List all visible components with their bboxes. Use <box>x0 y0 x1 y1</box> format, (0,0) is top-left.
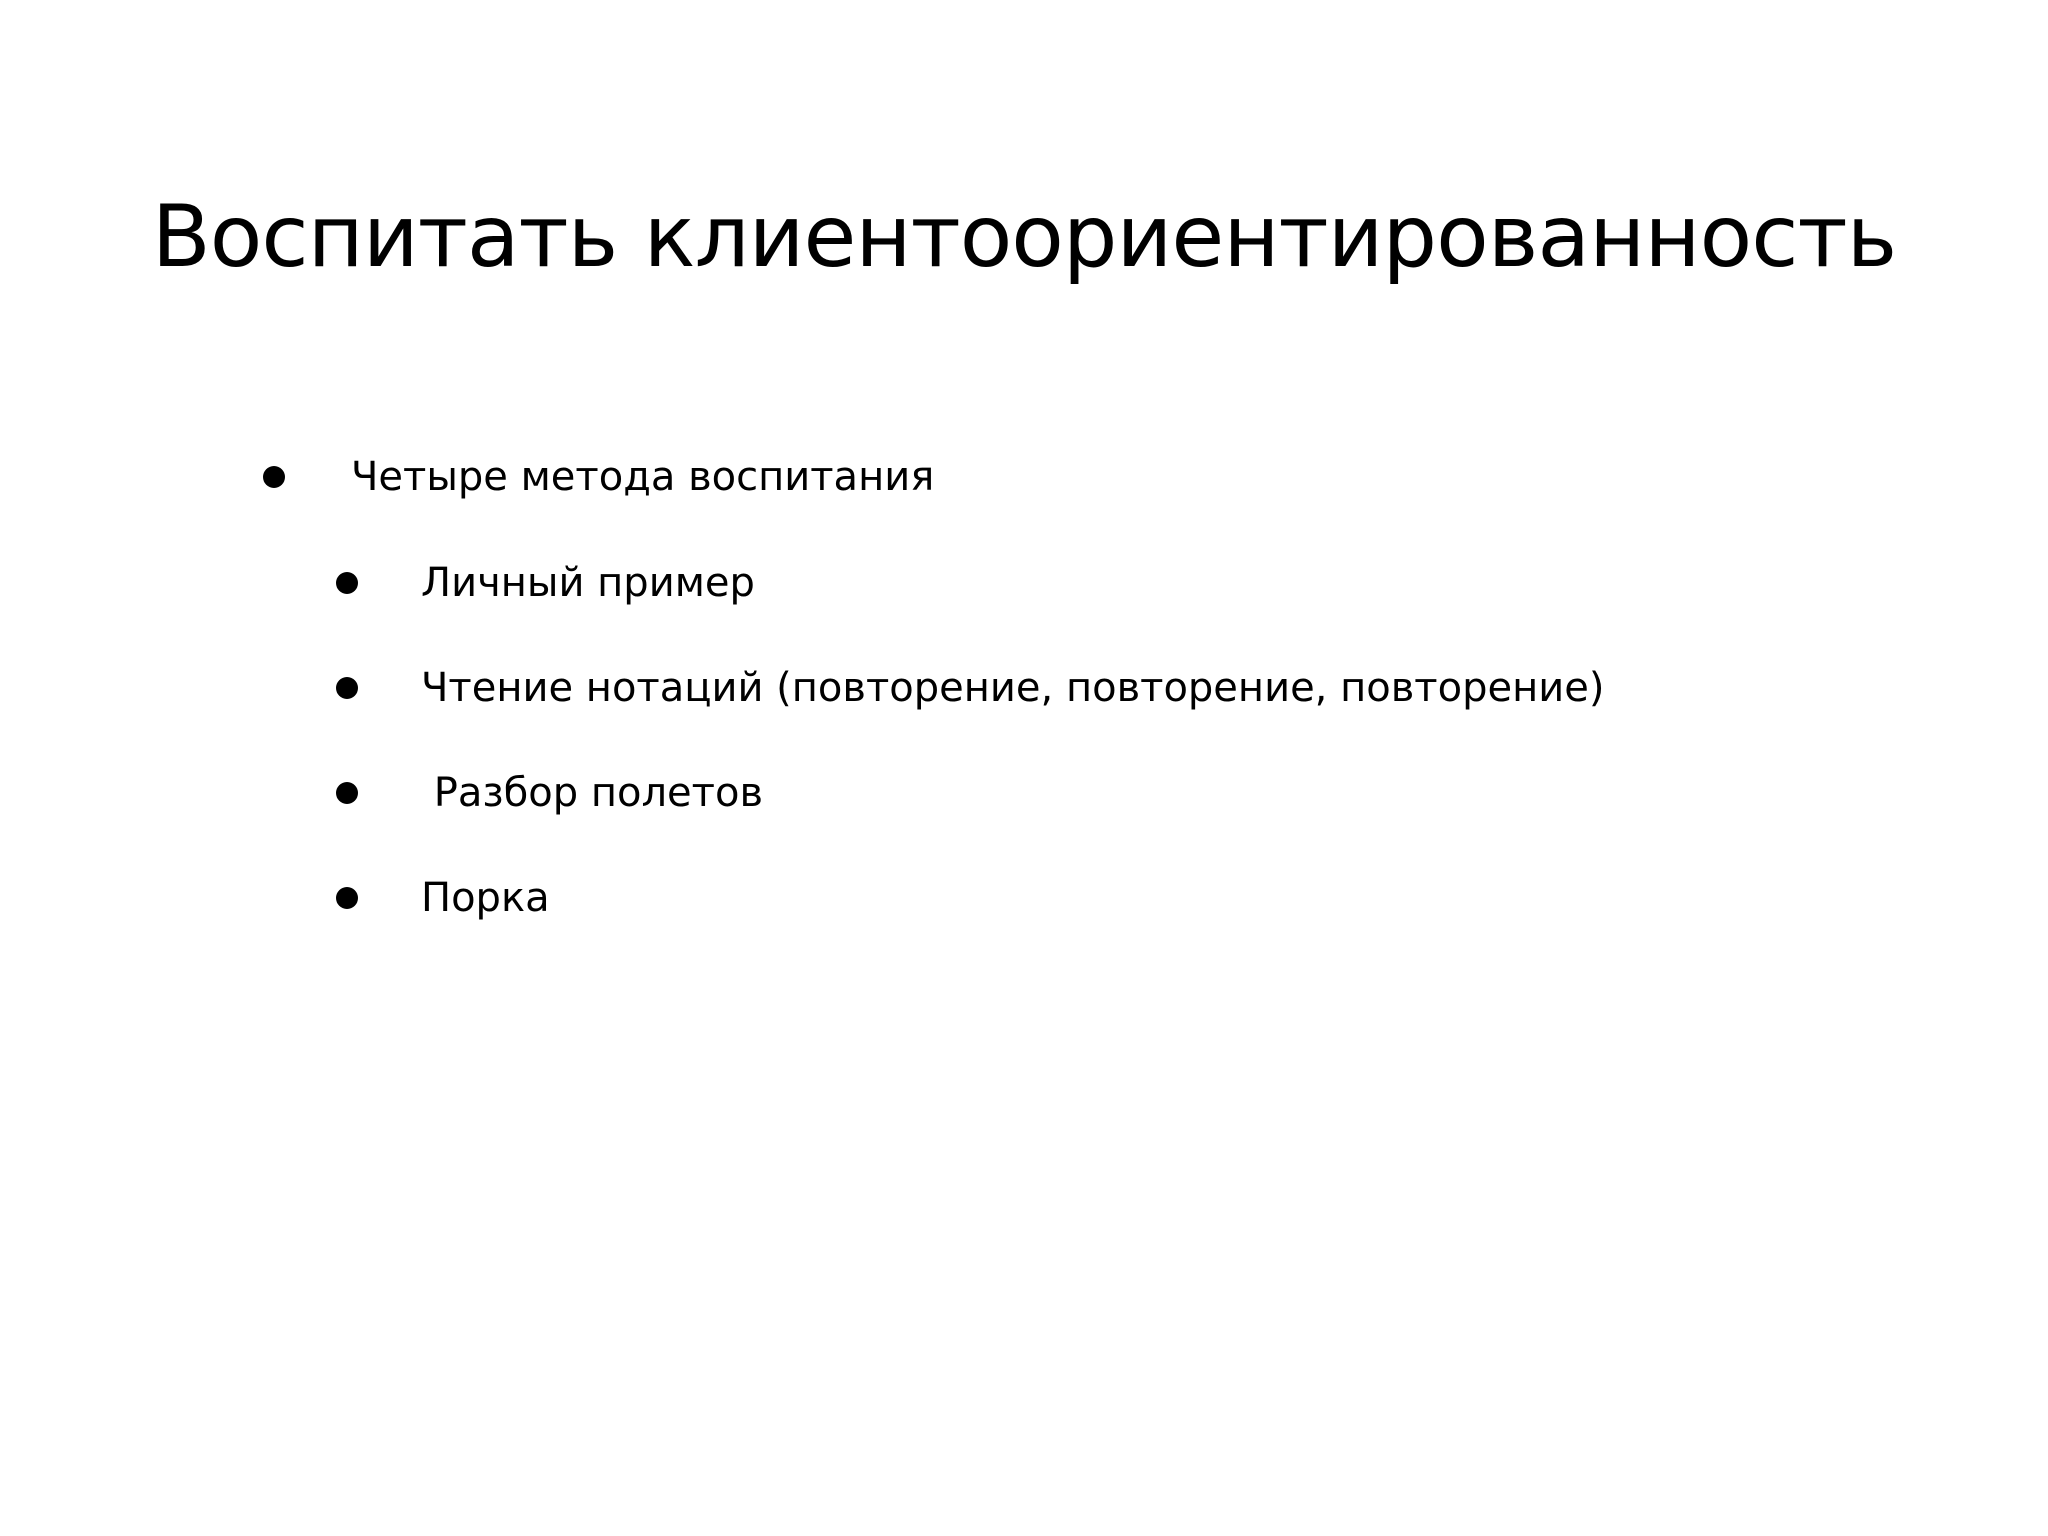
bullet-dot-icon <box>263 466 285 488</box>
bullet-item-label: Личный пример <box>421 560 755 606</box>
bullet-dot-icon <box>336 572 358 594</box>
bullet-item-label: Чтение нотаций (повторение, повторение, повторение) <box>421 665 1605 711</box>
slide-title: Воспитать клиентоориентированность <box>151 187 1897 287</box>
bullet-item-label: Разбор полетов <box>421 770 764 816</box>
bullet-item-label: Четыре метода воспитания <box>351 454 935 500</box>
bullet-dot-icon <box>336 887 358 909</box>
bullet-dot-icon <box>336 677 358 699</box>
bullet-dot-icon <box>336 782 358 804</box>
bullet-item-label: Порка <box>421 875 550 921</box>
